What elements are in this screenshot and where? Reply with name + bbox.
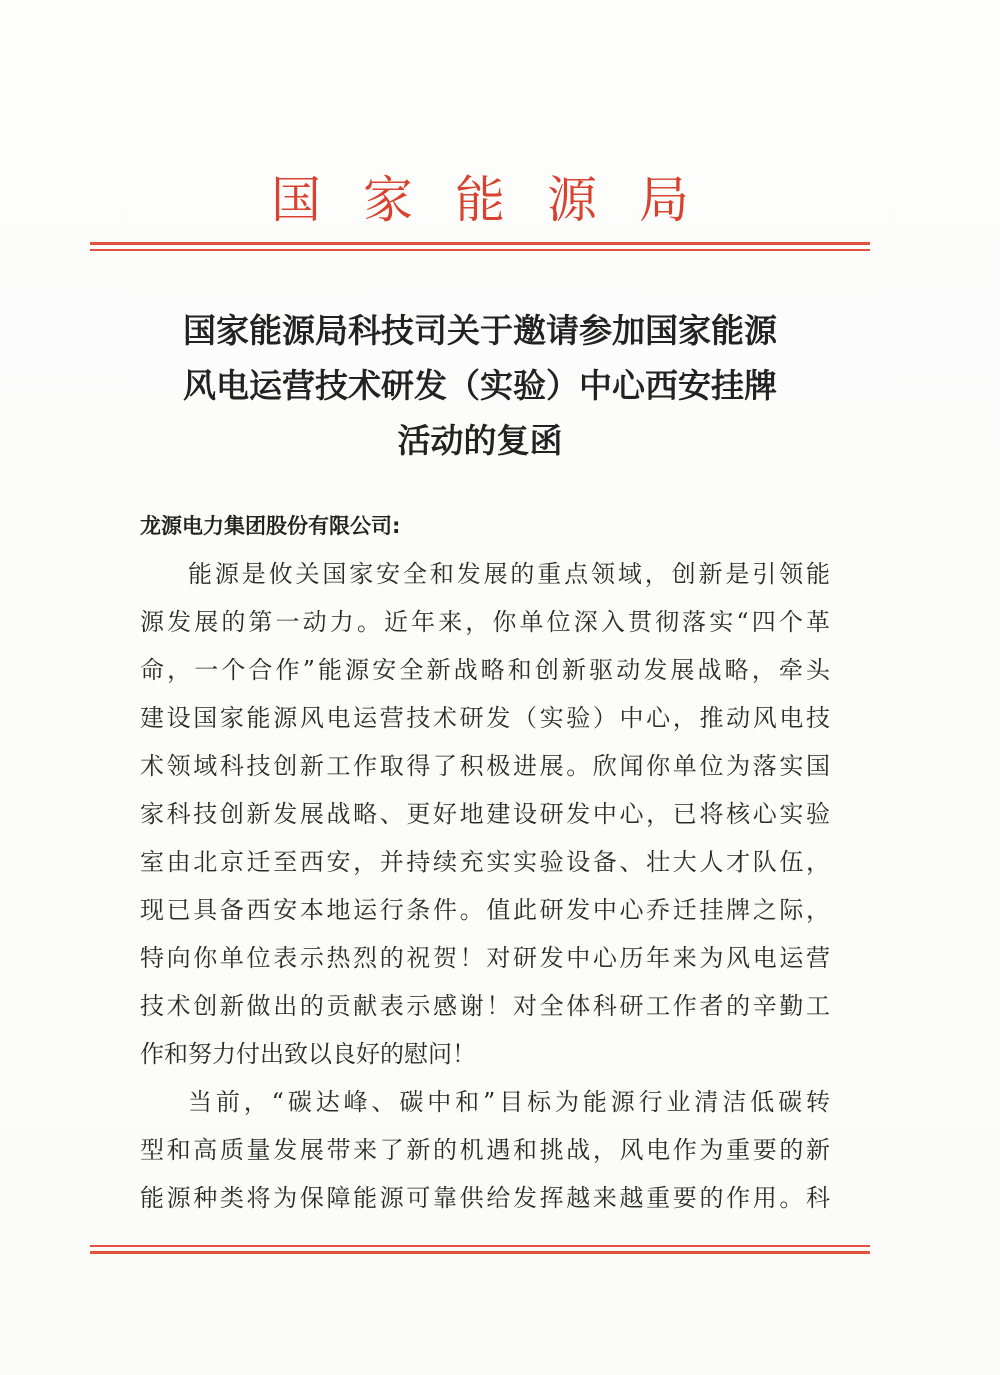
document-title: [100, 303, 860, 468]
title-line: 活动的复函: [397, 421, 563, 460]
body-line: 命，一个合作”能源安全新战略和创新驱动发展战略，牵头: [140, 656, 830, 684]
recipient-salutation: 龙源电力集团股份有限公司:: [140, 514, 401, 538]
letterhead-rule-thick: [90, 242, 870, 245]
body-line: 当前，“碳达峰、碳中和”目标为能源行业清洁低碳转: [188, 1088, 830, 1116]
title-line: 国家能源局科技司关于邀请参加国家能源: [183, 311, 777, 350]
body-line: 家科技创新发展战略、更好地建设研发中心，已将核心实验: [140, 800, 830, 828]
agency-name: 国家能源局: [271, 171, 731, 229]
body-line: 能源是攸关国家安全和发展的重点领域，创新是引领能: [188, 560, 830, 588]
letterhead: [90, 160, 870, 240]
body-line: 源发展的第一动力。近年来，你单位深入贯彻落实“四个革: [140, 608, 830, 636]
footer-rule-thick: [90, 1251, 870, 1254]
body-line: 建设国家能源风电运营技术研发（实验）中心，推动风电技: [140, 704, 830, 732]
body-line: 特向你单位表示热烈的祝贺！对研发中心历年来为风电运营: [140, 944, 830, 972]
body-line: 室由北京迁至西安，并持续充实实验设备、壮大人才队伍，: [140, 848, 830, 876]
body-line: 技术创新做出的贡献表示感谢！对全体科研工作者的辛勤工: [140, 992, 830, 1020]
letter-body: [140, 550, 830, 1222]
footer-rule-thin: [90, 1245, 870, 1247]
body-line: 术领域科技创新工作取得了积极进展。欣闻你单位为落实国: [140, 752, 830, 780]
title-line: 风电运营技术研发（实验）中心西安挂牌: [183, 366, 777, 405]
letterhead-rule-thin: [90, 249, 870, 251]
body-line: 现已具备西安本地运行条件。值此研发中心乔迁挂牌之际，: [140, 896, 830, 924]
body-line: 型和高质量发展带来了新的机遇和挑战，风电作为重要的新: [140, 1136, 830, 1164]
paragraph: [140, 550, 830, 1078]
paragraph: [140, 1078, 830, 1222]
body-line: 能源种类将为保障能源可靠供给发挥越来越重要的作用。科: [140, 1184, 830, 1212]
body-line: 作和努力付出致以良好的慰问！: [140, 1040, 476, 1068]
